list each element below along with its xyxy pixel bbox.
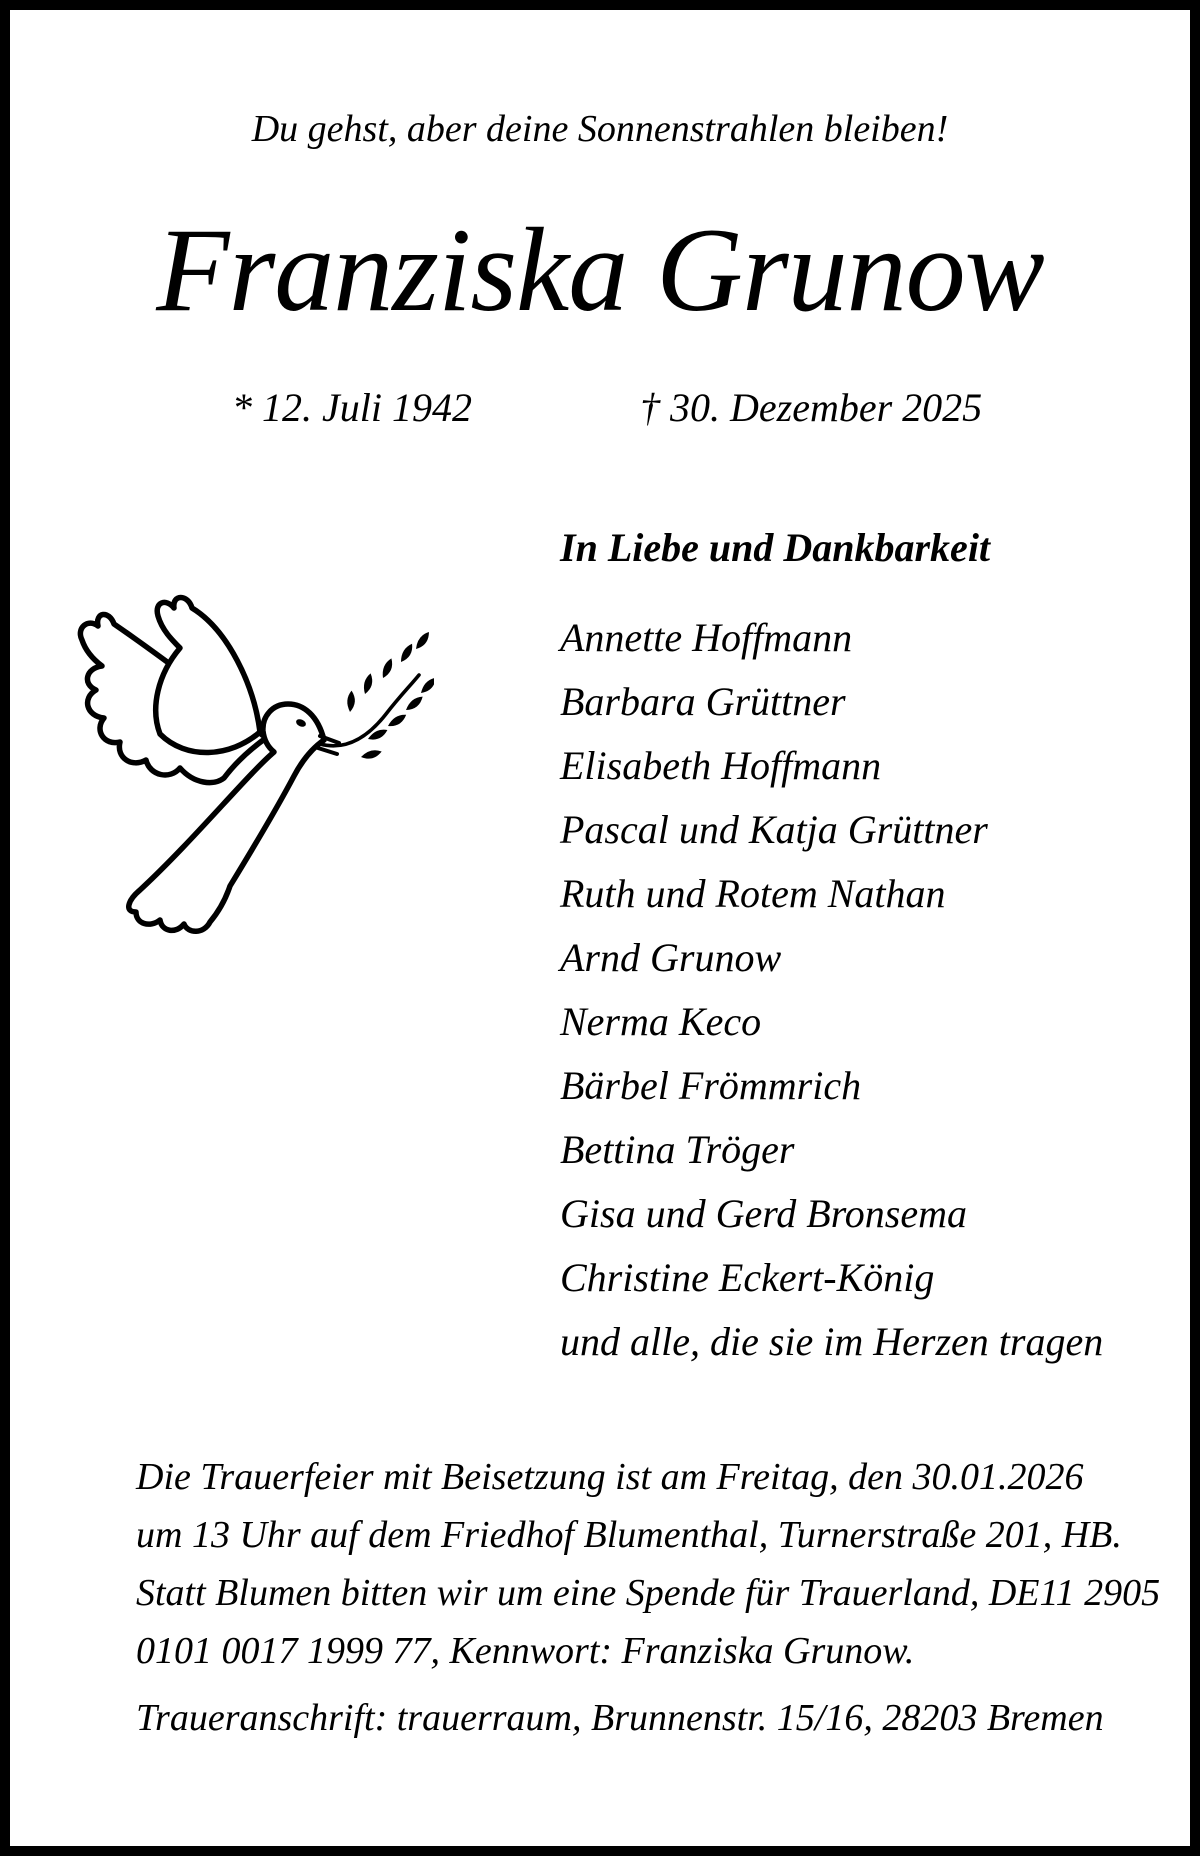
mourner-name: Ruth und Rotem Nathan (560, 871, 946, 916)
funeral-info-line: 0101 0017 1999 77, Kennwort: Franziska Grunow. (136, 1630, 915, 1672)
birth-date: * 12. Juli 1942 (232, 385, 472, 430)
deceased-name: Franziska Grunow (156, 203, 1044, 336)
epitaph-quote: Du gehst, aber deine Sonnenstrahlen bleiben! (251, 108, 949, 150)
mourner-name: Christine Eckert-König (560, 1255, 935, 1300)
mourner-name: Nerma Keco (560, 999, 762, 1044)
dove-near-wing (156, 598, 260, 753)
mourner-name: Barbara Grüttner (560, 679, 846, 724)
mourner-name: Arnd Grunow (560, 935, 782, 980)
mourner-name: Elisabeth Hoffmann (560, 743, 882, 788)
mourner-name: Pascal und Katja Grüttner (560, 807, 988, 852)
dove-olive-branch-icon (62, 590, 434, 938)
mourner-name: Bettina Tröger (560, 1127, 795, 1172)
tribute-heading: In Liebe und Dankbarkeit (560, 525, 991, 570)
funeral-info (136, 1448, 1160, 1680)
mourners-list (560, 606, 1103, 1374)
funeral-info-line: Die Trauerfeier mit Beisetzung ist am Freitag, den 30.01.2026 (136, 1456, 1084, 1498)
mourner-name: und alle, die sie im Herzen tragen (560, 1319, 1104, 1364)
mourner-name: Bärbel Frömmrich (560, 1063, 862, 1108)
death-date: † 30. Dezember 2025 (640, 385, 983, 430)
condolence-address: Traueranschrift: trauerraum, Brunnenstr. 15/16, 28203 Bremen (136, 1697, 1104, 1739)
funeral-info-line: um 13 Uhr auf dem Friedhof Blumenthal, Turnerstraße 201, HB. (136, 1514, 1122, 1556)
mourner-name: Annette Hoffmann (560, 615, 853, 660)
funeral-info-line: Statt Blumen bitten wir um eine Spende für Trauerland, DE11 2905 (136, 1572, 1161, 1614)
mourner-name: Gisa und Gerd Bronsema (560, 1191, 968, 1236)
